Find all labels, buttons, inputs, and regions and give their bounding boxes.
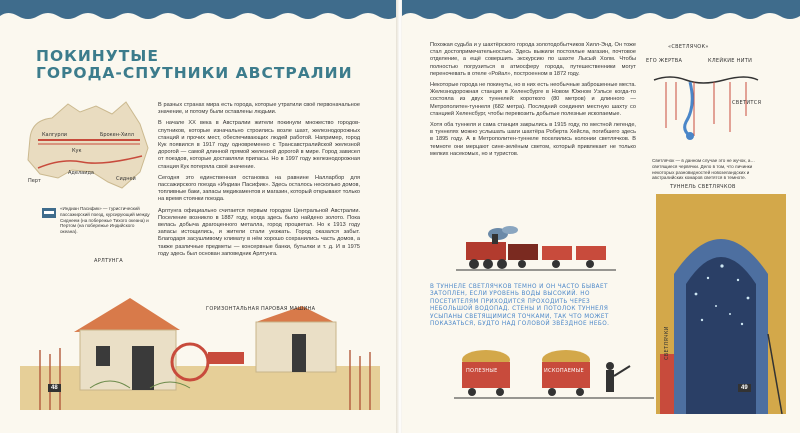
map-label-sydney: Сидней: [116, 176, 136, 182]
map-label-perth: Перт: [28, 178, 41, 184]
steam-train-illustration: [456, 226, 616, 272]
right-page: [402, 0, 800, 433]
australia-map: [22, 98, 152, 198]
glowworm-caption: Светлячок — в данном случае это не жучок, а… светящиеся червячки. Дело в том, что личинки некоторых разновидностей новозеландских и австралийских комаров светятся в темноте.: [652, 158, 756, 181]
wave-border-top-right: [402, 0, 800, 26]
paragraph-indian-pacific: Сегодня это единственная остановка на равнине Налларбор для пассажирского поезда «Индиан Пасифик». Здесь осталось несколько домов, топливные баки, запасы медикаментов и магазин, который открывают только на время стоянки поезда.: [158, 174, 360, 203]
map-label-cook: Кук: [72, 148, 82, 154]
station-label: СВЕТЛЯЧКИ: [664, 326, 670, 360]
steam-engine-label: ГОРИЗОНТАЛЬНАЯ ПАРОВАЯ МАШИНА: [206, 306, 316, 312]
glowworm-illustration: [646, 66, 766, 146]
page-title: ПОКИНУТЫЕ ГОРОДА-СПУТНИКИ АВСТРАЛИИ: [36, 47, 353, 82]
paragraph-arltunga: Арлтунга официально считается первым городом Центральной Австралии. Поселение возникло в 1887 году, когда здесь было найдено золото. Пока велась добыча драгоценного металла, город процветал. Но к 1913 году запасы истощились, и жители стали уезжать. Город оказался забыт. Благодаря засушливому климату в нём хорошо сохранились часть домов, а также различные предметы — консервные банки, бутылки и т. д. И в 1975 году здесь был основан заповедник Арлтунга.: [158, 207, 360, 257]
map-label-kalgoorlie: Калгурли: [42, 132, 68, 138]
page-number-left: 48: [48, 384, 61, 392]
mining-carts-illustration: [454, 346, 654, 406]
arltunga-landscape: [20, 270, 380, 410]
text-column-left: [158, 102, 360, 262]
page-number-right: 49: [738, 384, 751, 392]
paragraph-intro: В разных странах мира есть города, которые утратили своё первоначальное значение, и потому были оставлены людьми.: [158, 102, 360, 116]
left-page: [0, 0, 398, 433]
map-label-broken-hill: Брокен-Хилл: [100, 132, 134, 138]
train-caption: «Индиан Пасифик» — туристический пассажирский поезд, курсирующий между Сиднеем (на побережье Тихого океана) и Пертом (на побережье Индийского океана).: [60, 206, 150, 235]
wave-border-top: [0, 0, 398, 26]
text-column-right: [430, 42, 636, 162]
map-illustration: [22, 98, 152, 198]
paragraph-glowworms: Хотя оба туннеля и сама станция закрылись в 1915 году, по местной легенде, в туннелях можно услышать шаги шахтёра Роберта Хейсла, погибшего здесь в 1895 году. А в Метрополитен-туннеле поселились колонии светлячков. В темноте они мерцают сине-зелёным светом, который привлекает не только мелких насекомых, но и туристов.: [430, 122, 636, 157]
map-label-adelaide: Аделаида: [68, 170, 94, 176]
glowworm-prey-label: ЕГО ЖЕРТВА: [646, 58, 683, 64]
train-thumbnail-icon: [42, 208, 56, 218]
cart-label-1: ПОЛЕЗНЫЕ: [466, 368, 498, 374]
glowworm-title: «СВЕТЛЯЧОК»: [668, 44, 709, 50]
glowworm-glows-label: СВЕТИТСЯ: [732, 100, 762, 106]
cart-label-2: ИСКОПАЕМЫЕ: [544, 368, 584, 374]
arltunga-label: АРЛТУНГА: [94, 258, 123, 264]
paragraph-hill-end: Похожая судьба и у шахтёрского города золотодобытчиков Хилл-Энд. Он тоже стал достопримечательностью. Здесь выжили постоялые магазин, почтовое отделение, а ещё совершить экскурсию по шахте Лысый Холм. Чтобы полностью погрузиться в атмосферу города, путешественники могут переночевать в отеле «Ройал», построенном в 1872 году.: [430, 42, 636, 77]
tunnel-label: ТУННЕЛЬ СВЕТЛЯЧКОВ: [670, 184, 736, 190]
glowworm-threads-label: КЛЕЙКИЕ НИТИ: [708, 58, 753, 64]
paragraph-cook: В начале XX века в Австралии жители покинули множество городов-спутников, которые изначально строились возле шахт, железнодорожных станций и прочих мест, обеспечивающих людей работой. Например, город Кук появился в 1917 году одновременно с Трансавстралийской железной дорогой — самой длинной прямой железной дорогой в мире. Город зависел от поездов, которые доставляли припасы. Но в 1997 году железнодорожная станция Кук потеряла своё значение.: [158, 120, 360, 170]
glowworm-tunnel-callout: В ТУННЕЛЕ СВЕТЛЯЧКОВ ТЕМНО И ОН ЧАСТО БЫВАЕТ ЗАТОПЛЕН, ЕСЛИ УРОВЕНЬ ВОДЫ ВЫСОКИЙ. НО ПОСЕТИТЕЛЯМ ПРИХОДИТСЯ ПРОХОДИТЬ ЧЕРЕЗ НЕБОЛЬШОЙ ВОДОПАД. СТЕНЫ И ПОТОЛОК ТУННЕЛЯ УСЫПАНЫ СВЕТЯЩИМИСЯ ТОЧКАМИ, ТАК ЧТО МОЖЕТ ПОКАЗАТЬСЯ, БУДТО НАД ГОЛОВОЙ ЗВЁЗДНОЕ НЕБО.: [430, 284, 610, 328]
glowworm-tunnel-illustration: [656, 194, 786, 414]
paragraph-helensburgh: Некоторые города не покинуты, но в них есть необычные заброшенные места. Железнодорожная станция в Хеленсбурге в Новом Южном Уэльсе когда-то состояла из двух туннелей: короткого (80 метров) и длинного — Метрополитен-туннеля (682 метра). Последний соединял местную шахту со станцией Хеленсбург, чтобы перевозить добытые полезные ископаемые.: [430, 82, 636, 117]
